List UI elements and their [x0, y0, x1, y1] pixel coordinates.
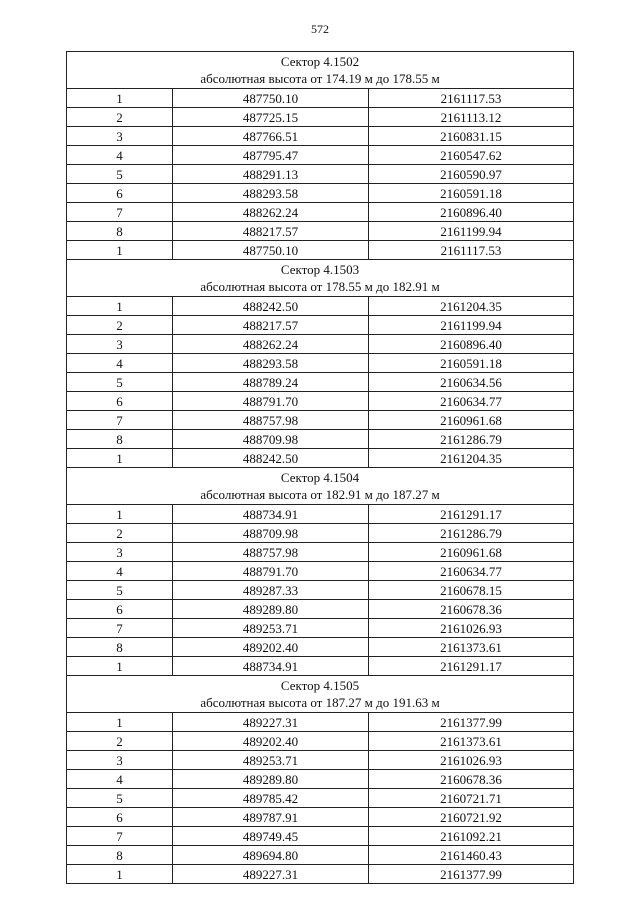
- coordinate-x: 488734.91: [173, 505, 369, 524]
- coordinate-x: 488757.98: [173, 543, 369, 562]
- coordinates-table: [66, 51, 574, 884]
- point-number: 3: [67, 751, 173, 770]
- point-number: 3: [67, 543, 173, 562]
- point-number: 1: [67, 657, 173, 676]
- point-number: 2: [67, 524, 173, 543]
- coordinate-y: 2161113.12: [369, 108, 574, 127]
- coordinate-x: 488709.98: [173, 524, 369, 543]
- point-number: 6: [67, 808, 173, 827]
- sector-title: Сектор 4.1504: [280, 470, 360, 485]
- coordinate-y: 2160634.77: [369, 392, 574, 411]
- point-number: 5: [67, 581, 173, 600]
- coordinate-y: 2160678.36: [369, 600, 574, 619]
- table-row: [67, 770, 574, 789]
- sector-header-row: [67, 52, 574, 89]
- table-row: [67, 392, 574, 411]
- point-number: 8: [67, 638, 173, 657]
- table-row: [67, 657, 574, 676]
- coordinate-y: 2160678.15: [369, 581, 574, 600]
- coordinate-x: 488262.24: [173, 335, 369, 354]
- point-number: 7: [67, 619, 173, 638]
- point-number: 1: [67, 89, 173, 108]
- point-number: 4: [67, 770, 173, 789]
- coordinate-x: 489202.40: [173, 732, 369, 751]
- coordinate-x: 489289.80: [173, 600, 369, 619]
- coordinate-y: 2161291.17: [369, 657, 574, 676]
- sector-header: [67, 676, 574, 713]
- coordinate-x: 488791.70: [173, 562, 369, 581]
- table-row: [67, 165, 574, 184]
- point-number: 1: [67, 505, 173, 524]
- coordinate-x: 489787.91: [173, 808, 369, 827]
- coordinate-y: 2160634.77: [369, 562, 574, 581]
- coordinate-x: 489289.80: [173, 770, 369, 789]
- coordinate-x: 488262.24: [173, 203, 369, 222]
- sector-header-row: [67, 676, 574, 713]
- coordinate-x: 489227.31: [173, 713, 369, 732]
- coordinate-x: 489287.33: [173, 581, 369, 600]
- coordinate-x: 488242.50: [173, 449, 369, 468]
- point-number: 1: [67, 449, 173, 468]
- coordinate-x: 489202.40: [173, 638, 369, 657]
- table-row: [67, 751, 574, 770]
- coordinate-x: 489253.71: [173, 751, 369, 770]
- point-number: 2: [67, 108, 173, 127]
- coordinate-x: 489253.71: [173, 619, 369, 638]
- coordinate-y: 2160591.18: [369, 354, 574, 373]
- coordinate-x: 489785.42: [173, 789, 369, 808]
- point-number: 6: [67, 392, 173, 411]
- point-number: 8: [67, 222, 173, 241]
- table-row: [67, 846, 574, 865]
- table-row: [67, 808, 574, 827]
- coordinate-y: 2161026.93: [369, 751, 574, 770]
- coordinate-y: 2161204.35: [369, 297, 574, 316]
- coordinate-y: 2161373.61: [369, 732, 574, 751]
- point-number: 2: [67, 732, 173, 751]
- coordinate-y: 2160547.62: [369, 146, 574, 165]
- coordinate-y: 2161291.17: [369, 505, 574, 524]
- coordinate-y: 2161377.99: [369, 865, 574, 884]
- table-row: [67, 146, 574, 165]
- coordinate-y: 2161377.99: [369, 713, 574, 732]
- sector-header-row: [67, 468, 574, 505]
- coordinate-y: 2160961.68: [369, 543, 574, 562]
- coordinate-y: 2161204.35: [369, 449, 574, 468]
- coordinate-x: 488293.58: [173, 184, 369, 203]
- coordinate-x: 488734.91: [173, 657, 369, 676]
- coordinate-x: 487750.10: [173, 241, 369, 260]
- coordinate-y: 2160678.36: [369, 770, 574, 789]
- table-row: [67, 732, 574, 751]
- coordinate-x: 488789.24: [173, 373, 369, 392]
- table-row: [67, 827, 574, 846]
- sector-header: [67, 260, 574, 297]
- coordinate-x: 488291.13: [173, 165, 369, 184]
- table-row: [67, 203, 574, 222]
- table-row: [67, 449, 574, 468]
- point-number: 4: [67, 562, 173, 581]
- table-row: [67, 241, 574, 260]
- table-row: [67, 335, 574, 354]
- table-row: [67, 543, 574, 562]
- table-row: [67, 505, 574, 524]
- point-number: 5: [67, 373, 173, 392]
- coordinate-x: 489227.31: [173, 865, 369, 884]
- sector-elevation-range: абсолютная высота от 187.27 м до 191.63 м: [200, 695, 440, 710]
- point-number: 4: [67, 146, 173, 165]
- table-row: [67, 865, 574, 884]
- point-number: 7: [67, 203, 173, 222]
- point-number: 4: [67, 354, 173, 373]
- coordinate-y: 2160721.71: [369, 789, 574, 808]
- coordinate-x: 487795.47: [173, 146, 369, 165]
- table-row: [67, 108, 574, 127]
- coordinate-x: 488242.50: [173, 297, 369, 316]
- point-number: 2: [67, 316, 173, 335]
- sector-title: Сектор 4.1505: [280, 678, 360, 693]
- point-number: 6: [67, 184, 173, 203]
- coordinate-y: 2160896.40: [369, 203, 574, 222]
- coordinate-y: 2160591.18: [369, 184, 574, 203]
- table-row: [67, 411, 574, 430]
- coordinate-y: 2161460.43: [369, 846, 574, 865]
- coordinate-y: 2160721.92: [369, 808, 574, 827]
- coordinate-y: 2160590.97: [369, 165, 574, 184]
- point-number: 8: [67, 430, 173, 449]
- point-number: 7: [67, 827, 173, 846]
- table-row: [67, 89, 574, 108]
- sector-title: Сектор 4.1502: [280, 54, 360, 69]
- page-number: 572: [311, 22, 329, 36]
- table-row: [67, 430, 574, 449]
- table-row: [67, 562, 574, 581]
- point-number: 3: [67, 127, 173, 146]
- coordinate-x: 488217.57: [173, 222, 369, 241]
- point-number: 1: [67, 241, 173, 260]
- table-row: [67, 297, 574, 316]
- table-row: [67, 127, 574, 146]
- coordinate-x: 488709.98: [173, 430, 369, 449]
- table-row: [67, 638, 574, 657]
- coordinate-y: 2160831.15: [369, 127, 574, 146]
- table-row: [67, 581, 574, 600]
- coordinate-x: 487750.10: [173, 89, 369, 108]
- coordinate-y: 2161286.79: [369, 430, 574, 449]
- coordinate-x: 488791.70: [173, 392, 369, 411]
- table-row: [67, 524, 574, 543]
- point-number: 1: [67, 297, 173, 316]
- table-row: [67, 619, 574, 638]
- point-number: 5: [67, 165, 173, 184]
- coordinate-y: 2161286.79: [369, 524, 574, 543]
- table-row: [67, 222, 574, 241]
- sector-elevation-range: абсолютная высота от 182.91 м до 187.27 м: [200, 487, 440, 502]
- point-number: 6: [67, 600, 173, 619]
- sector-header: [67, 52, 574, 89]
- coordinate-x: 488757.98: [173, 411, 369, 430]
- point-number: 7: [67, 411, 173, 430]
- coordinate-y: 2161092.21: [369, 827, 574, 846]
- table-row: [67, 600, 574, 619]
- coordinate-x: 487725.15: [173, 108, 369, 127]
- sector-header: [67, 468, 574, 505]
- table-row: [67, 373, 574, 392]
- coordinate-y: 2161199.94: [369, 222, 574, 241]
- point-number: 8: [67, 846, 173, 865]
- table-row: [67, 316, 574, 335]
- table-row: [67, 789, 574, 808]
- coordinate-y: 2161117.53: [369, 89, 574, 108]
- point-number: 1: [67, 865, 173, 884]
- coordinate-x: 488293.58: [173, 354, 369, 373]
- coordinate-y: 2161373.61: [369, 638, 574, 657]
- coordinate-y: 2160961.68: [369, 411, 574, 430]
- sector-elevation-range: абсолютная высота от 178.55 м до 182.91 м: [200, 279, 440, 294]
- coordinate-y: 2161199.94: [369, 316, 574, 335]
- coordinate-x: 488217.57: [173, 316, 369, 335]
- table-row: [67, 184, 574, 203]
- coordinate-y: 2161117.53: [369, 241, 574, 260]
- coordinate-x: 489694.80: [173, 846, 369, 865]
- sector-header-row: [67, 260, 574, 297]
- sector-elevation-range: абсолютная высота от 174.19 м до 178.55 м: [200, 71, 440, 86]
- coordinate-x: 487766.51: [173, 127, 369, 146]
- coordinate-y: 2160634.56: [369, 373, 574, 392]
- coordinate-x: 489749.45: [173, 827, 369, 846]
- table-row: [67, 713, 574, 732]
- point-number: 1: [67, 713, 173, 732]
- coordinate-y: 2161026.93: [369, 619, 574, 638]
- coordinate-y: 2160896.40: [369, 335, 574, 354]
- point-number: 3: [67, 335, 173, 354]
- table-row: [67, 354, 574, 373]
- point-number: 5: [67, 789, 173, 808]
- sector-title: Сектор 4.1503: [280, 262, 360, 277]
